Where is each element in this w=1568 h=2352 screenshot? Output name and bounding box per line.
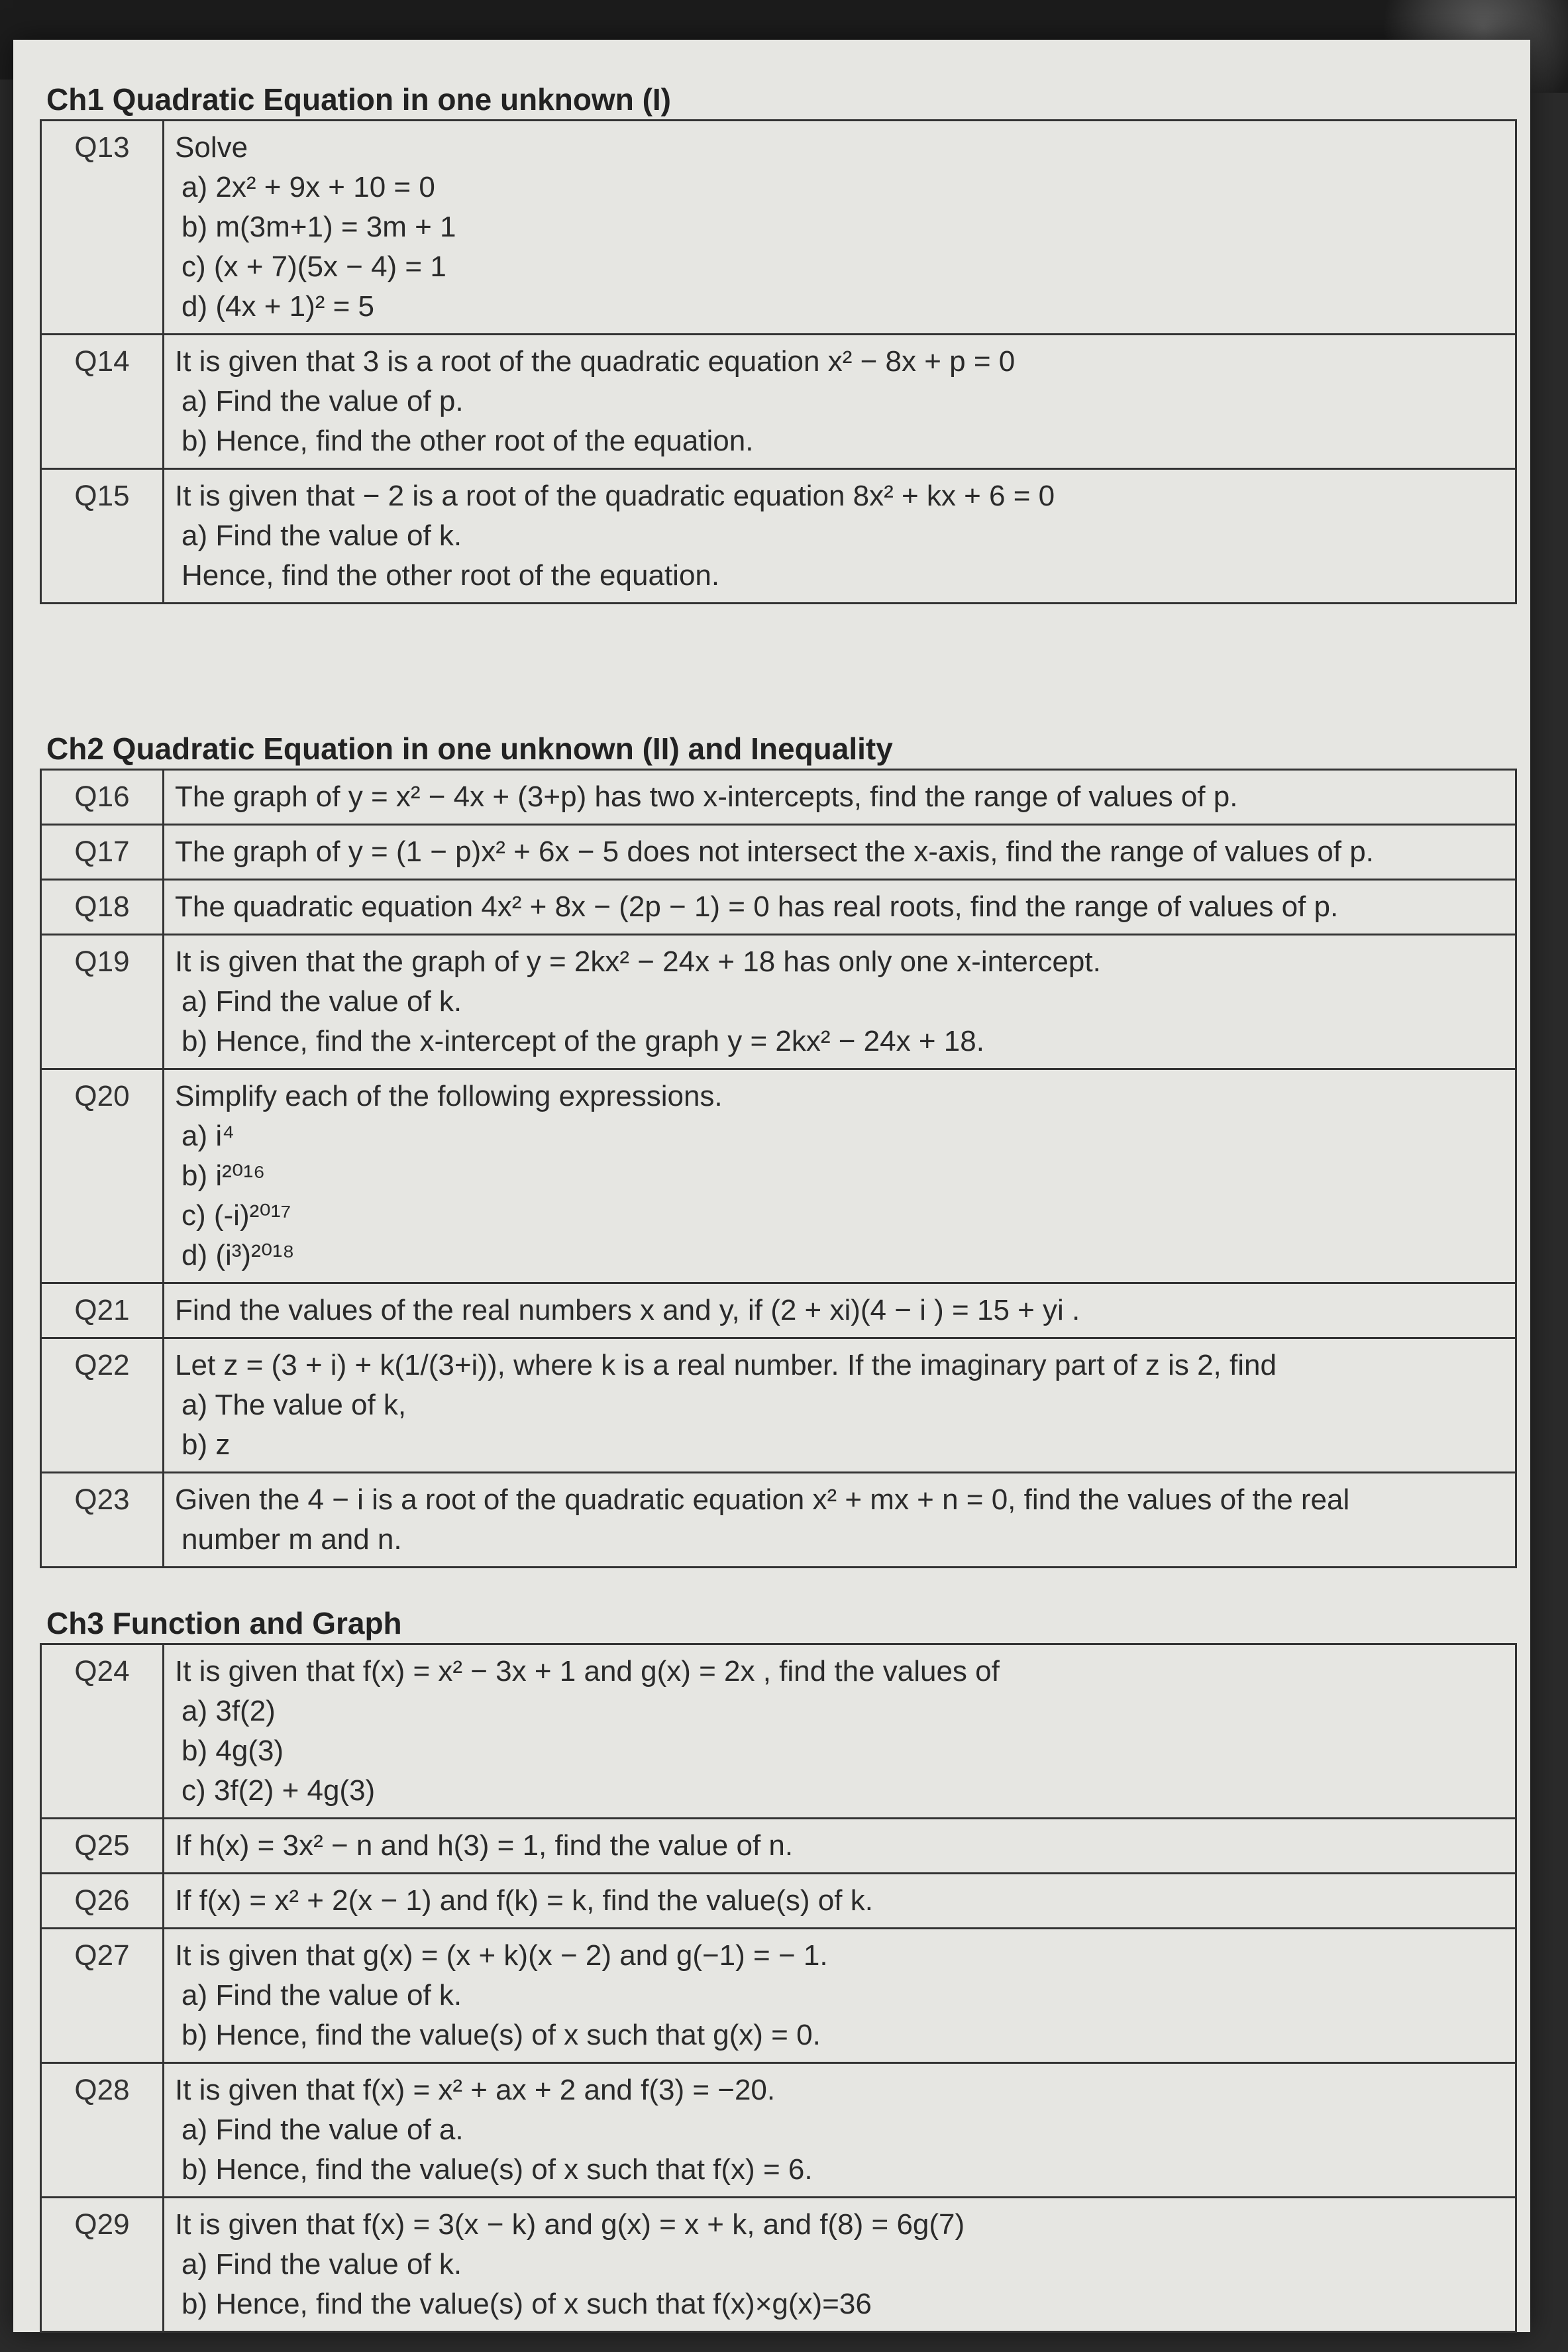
question-content [164, 1283, 1516, 1338]
question-text: Let z = (3 + i) + k(1/(3+i)), where k is a real number. If the imaginary part of z is 2, find [175, 1349, 1277, 1381]
question-row [41, 1338, 1516, 1473]
question-row [41, 121, 1516, 335]
question-content [164, 2198, 1516, 2332]
question-number: Q21 [41, 1283, 164, 1338]
question-number: Q27 [41, 1929, 164, 2063]
question-part: a) Find the value of a. [182, 2113, 464, 2146]
chapter-1-section [40, 80, 1517, 604]
question-text: If f(x) = x² + 2(x − 1) and f(k) = k, find the value(s) of k. [175, 1884, 873, 1917]
question-text: The quadratic equation 4x² + 8x − (2p − 1) = 0 has real roots, find the range of values of p. [175, 890, 1339, 923]
question-part: c) (-i)²⁰¹⁷ [182, 1199, 291, 1232]
question-content [164, 1338, 1516, 1473]
question-part: a) Find the value of k. [182, 985, 462, 1018]
question-row [41, 2198, 1516, 2332]
question-row [41, 335, 1516, 469]
question-number: Q13 [41, 121, 164, 335]
question-text: It is given that f(x) = x² + ax + 2 and f(3) = −20. [175, 2074, 776, 2106]
question-text: It is given that 3 is a root of the quadratic equation x² − 8x + p = 0 [175, 345, 1016, 378]
question-text: It is given that f(x) = 3(x − k) and g(x) = x + k, and f(8) = 6g(7) [175, 2208, 965, 2241]
question-part: a) The value of k, [182, 1389, 407, 1421]
question-text: It is given that − 2 is a root of the quadratic equation 8x² + kx + 6 = 0 [175, 480, 1055, 512]
question-row [41, 1283, 1516, 1338]
chapter-2-table [40, 769, 1517, 1568]
question-row [41, 1874, 1516, 1929]
question-text: The graph of y = x² − 4x + (3+p) has two x-intercepts, find the range of values of p. [175, 780, 1238, 813]
question-number: Q23 [41, 1473, 164, 1568]
question-number: Q20 [41, 1069, 164, 1283]
question-part: a) 2x² + 9x + 10 = 0 [182, 171, 435, 203]
question-content [164, 935, 1516, 1069]
question-part: b) Hence, find the other root of the equation. [182, 425, 754, 457]
question-part: b) m(3m+1) = 3m + 1 [182, 211, 456, 243]
question-text: It is given that g(x) = (x + k)(x − 2) and g(−1) = − 1. [175, 1939, 828, 1972]
question-part: b) 4g(3) [182, 1735, 284, 1767]
question-text: If h(x) = 3x² − n and h(3) = 1, find the value of n. [175, 1829, 794, 1862]
question-content [164, 1069, 1516, 1283]
question-part: a) Find the value of k. [182, 1979, 462, 2011]
chapter-1-table [40, 119, 1517, 604]
chapter-2-title: Ch2 Quadratic Equation in one unknown (II) and Inequality [46, 731, 893, 766]
question-number: Q26 [41, 1874, 164, 1929]
question-content [164, 825, 1516, 880]
question-text: It is given that f(x) = x² − 3x + 1 and g(x) = 2x , find the values of [175, 1655, 1000, 1687]
question-part: a) 3f(2) [182, 1695, 276, 1727]
question-content [164, 1473, 1516, 1568]
question-part: a) Find the value of k. [182, 519, 462, 552]
question-text: Find the values of the real numbers x and y, if (2 + xi)(4 − i ) = 15 + yi . [175, 1294, 1080, 1326]
question-row [41, 1819, 1516, 1874]
question-row [41, 2063, 1516, 2198]
question-number: Q16 [41, 770, 164, 825]
question-row [41, 770, 1516, 825]
question-part: b) Hence, find the x-intercept of the graph y = 2kx² − 24x + 18. [182, 1025, 984, 1057]
question-part: c) (x + 7)(5x − 4) = 1 [182, 250, 446, 283]
worksheet-page [13, 40, 1530, 2332]
question-content [164, 2063, 1516, 2198]
question-row [41, 469, 1516, 604]
question-content [164, 1819, 1516, 1874]
question-row [41, 1929, 1516, 2063]
question-part: d) (4x + 1)² = 5 [182, 290, 375, 323]
question-content [164, 469, 1516, 604]
question-text: Given the 4 − i is a root of the quadratic equation x² + mx + n = 0, find the values of the real [175, 1483, 1350, 1516]
question-number: Q24 [41, 1644, 164, 1819]
question-content [164, 1874, 1516, 1929]
question-row [41, 825, 1516, 880]
question-part: b) i²⁰¹⁶ [182, 1159, 266, 1192]
question-part: a) i⁴ [182, 1120, 235, 1152]
question-content [164, 880, 1516, 935]
question-number: Q25 [41, 1819, 164, 1874]
question-number: Q22 [41, 1338, 164, 1473]
question-number: Q15 [41, 469, 164, 604]
question-row [41, 935, 1516, 1069]
question-content [164, 335, 1516, 469]
question-number: Q29 [41, 2198, 164, 2332]
question-number: Q14 [41, 335, 164, 469]
question-content [164, 1929, 1516, 2063]
question-part: b) z [182, 1428, 231, 1461]
chapter-3-section [40, 1603, 1517, 2333]
question-row [41, 880, 1516, 935]
question-row [41, 1473, 1516, 1568]
question-content [164, 121, 1516, 335]
question-row [41, 1644, 1516, 1819]
question-row [41, 1069, 1516, 1283]
question-number: Q19 [41, 935, 164, 1069]
chapter-3-title: Ch3 Function and Graph [46, 1606, 402, 1640]
question-part: a) Find the value of k. [182, 2248, 462, 2280]
question-text: The graph of y = (1 − p)x² + 6x − 5 does not intersect the x-axis, find the range of values of p. [175, 835, 1374, 868]
chapter-1-title: Ch1 Quadratic Equation in one unknown (I) [46, 82, 671, 117]
question-part: b) Hence, find the value(s) of x such that f(x) = 6. [182, 2153, 813, 2186]
question-part: c) 3f(2) + 4g(3) [182, 1774, 376, 1807]
chapter-2-section [40, 729, 1517, 1568]
question-number: Q28 [41, 2063, 164, 2198]
question-number: Q18 [41, 880, 164, 935]
chapter-3-table [40, 1643, 1517, 2333]
question-part: b) Hence, find the value(s) of x such that g(x) = 0. [182, 2019, 821, 2051]
question-content [164, 770, 1516, 825]
question-number: Q17 [41, 825, 164, 880]
question-part: d) (i³)²⁰¹⁸ [182, 1239, 295, 1271]
question-text: Simplify each of the following expressions. [175, 1080, 723, 1112]
question-text: It is given that the graph of y = 2kx² − 24x + 18 has only one x-intercept. [175, 945, 1101, 978]
question-content [164, 1644, 1516, 1819]
question-text: Solve [175, 131, 248, 164]
question-part: number m and n. [182, 1523, 402, 1556]
question-part: Hence, find the other root of the equation. [182, 559, 720, 592]
question-part: b) Hence, find the value(s) of x such that f(x)×g(x)=36 [182, 2288, 872, 2320]
question-part: a) Find the value of p. [182, 385, 464, 417]
